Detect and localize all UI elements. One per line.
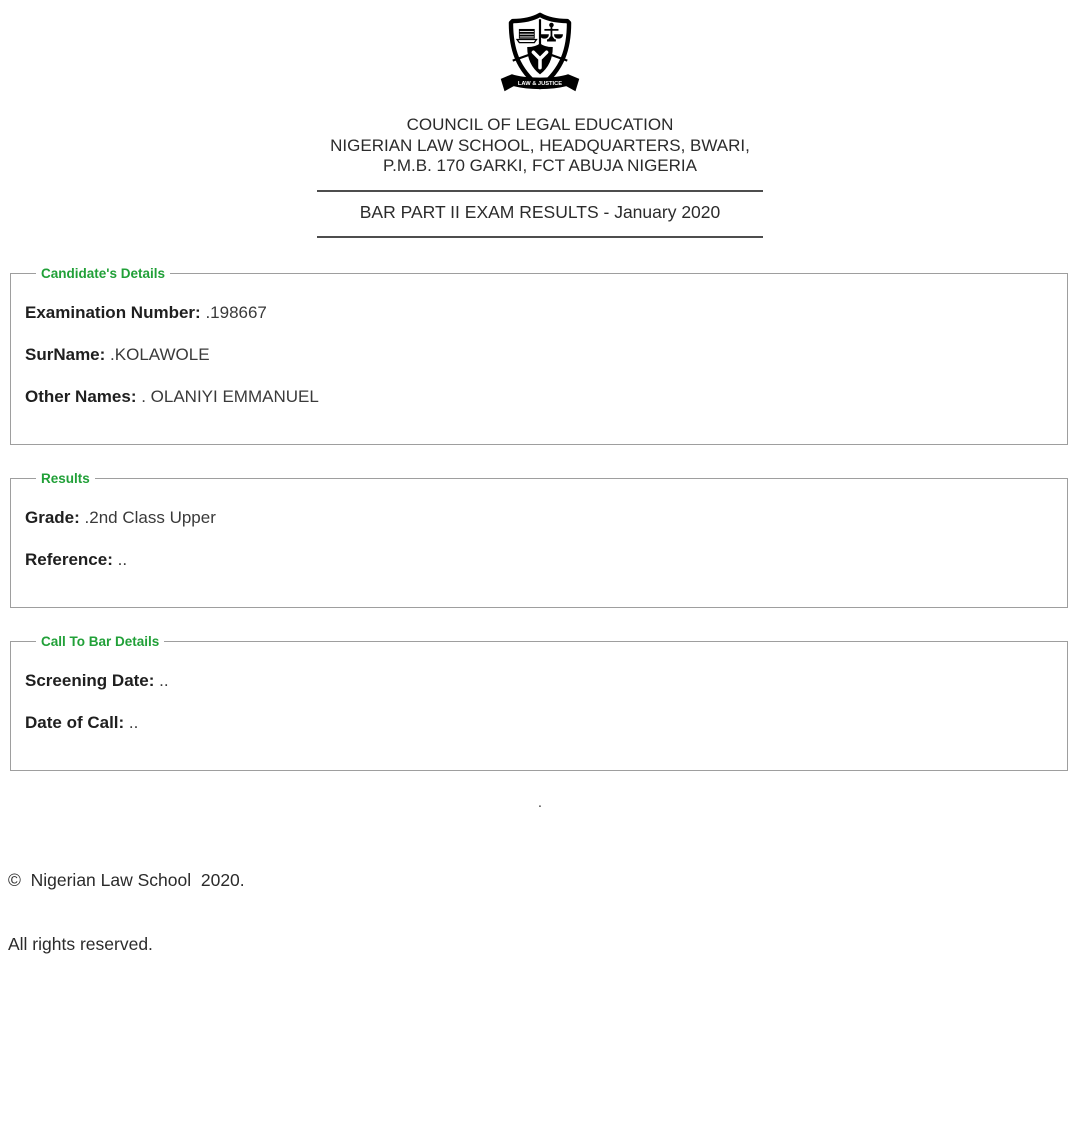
field-label: Reference: (25, 549, 113, 569)
field-label: Examination Number: (25, 302, 201, 322)
field-row-screening-date (25, 671, 1053, 691)
page-header (0, 0, 1080, 238)
field-value: . OLANIYI EMMANUEL (141, 386, 319, 406)
section-legend: Call To Bar Details (41, 633, 160, 649)
field-value: .198667 (205, 302, 267, 322)
field-label: Other Names: (25, 386, 137, 406)
divider-rule-bottom (317, 236, 763, 238)
org-name: COUNCIL OF LEGAL EDUCATION (406, 115, 674, 134)
field-label: Screening Date: (25, 670, 155, 690)
org-address-line1: NIGERIAN LAW SCHOOL, HEADQUARTERS, BWARI, (330, 135, 750, 155)
field-value: .. (159, 670, 169, 690)
copyright-text: © Nigerian Law School 2020. (8, 869, 245, 890)
footer-separator-dot: . (537, 793, 543, 811)
section-call-to-bar-details (10, 634, 1068, 771)
org-address-line2: P.M.B. 170 GARKI, FCT ABUJA NIGERIA (383, 156, 697, 175)
field-row-grade (25, 508, 1053, 528)
field-value: .. (117, 549, 128, 569)
field-row-other-names (25, 387, 1053, 407)
field-value: .. (128, 712, 139, 732)
section-legend: Candidate's Details (41, 265, 165, 281)
school-crest-logo (496, 12, 584, 104)
field-row-date-of-call (25, 713, 1053, 733)
results-content (10, 266, 1068, 771)
section-results (10, 471, 1068, 608)
page-footer (8, 827, 1080, 978)
section-candidates-details (10, 266, 1068, 445)
field-label: SurName: (25, 344, 106, 364)
divider-rule-top (317, 190, 763, 192)
field-label: Grade: (25, 507, 80, 527)
field-value: .KOLAWOLE (110, 344, 210, 364)
rights-text: All rights reserved. (8, 934, 153, 954)
field-row-examination-number (25, 303, 1053, 323)
field-row-surname (25, 345, 1053, 365)
field-row-reference (25, 550, 1053, 570)
section-legend: Results (41, 470, 90, 486)
book-icon (517, 29, 536, 43)
field-value: .2nd Class Upper (84, 507, 216, 527)
page-title: BAR PART II EXAM RESULTS - January 2020 (359, 201, 721, 222)
field-label: Date of Call: (25, 712, 125, 732)
banner-text: LAW & JUSTICE (517, 80, 563, 87)
